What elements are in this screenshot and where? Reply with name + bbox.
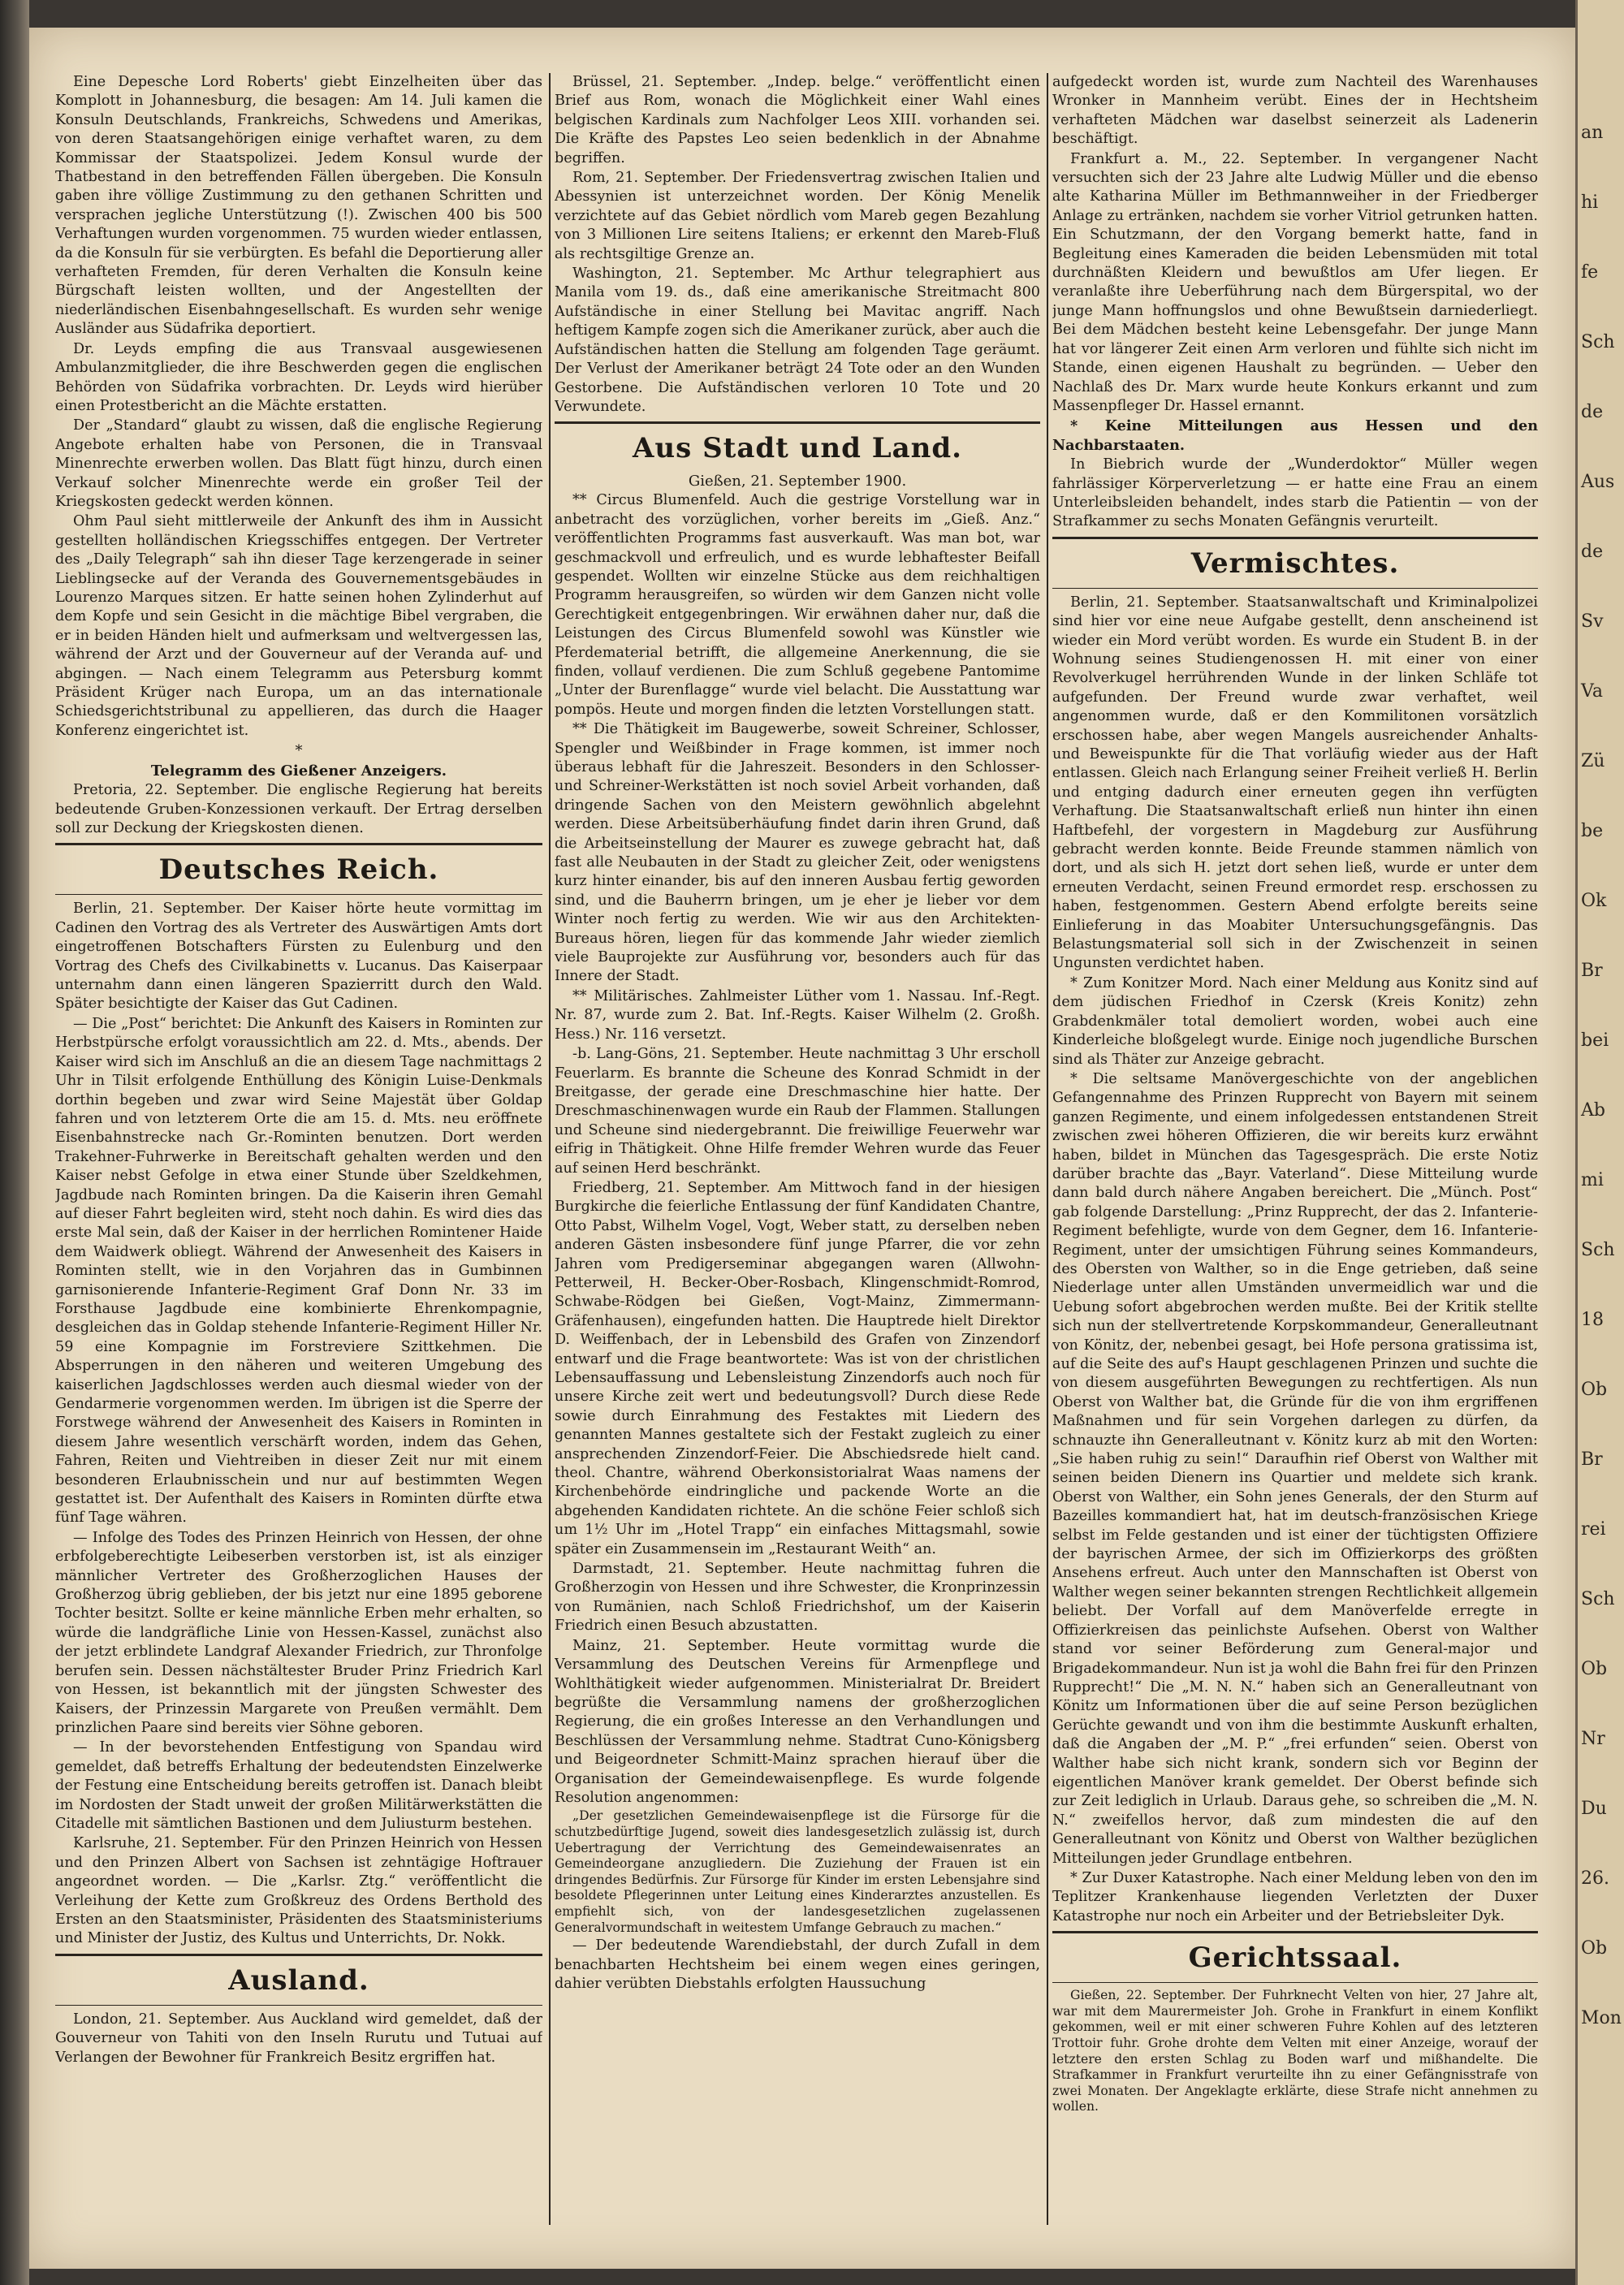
article-warendiebstahl-cont: aufgedeckt worden ist, wurde zum Nachteil des Warenhauses Wronker in Mannheim verübt. Eines der in Hechtsheim verhafteten Mädchen war daselbst seinerzeit als Ladenerin beschäftigt.: [1052, 74, 1538, 148]
section-divider: [55, 894, 542, 895]
adjacent-page-fragment: Sch: [1581, 332, 1615, 352]
section-divider: [55, 1954, 542, 1956]
separator-stars: *: [295, 742, 303, 760]
column-2: [555, 73, 1040, 2233]
section-divider: [555, 421, 1040, 424]
adjacent-page-fragment: fe: [1581, 262, 1599, 283]
article-dux: * Zur Duxer Katastrophe. Nach einer Meldung leben von den im Teplitzer Krankenhause liegenden Verletzten der Duxer Katastrophe nur noch ein Arbeiter und der Betriebsleiter Dyk.: [1052, 1869, 1538, 1924]
section-divider: [1052, 588, 1538, 589]
column-rule-1: [549, 73, 551, 2225]
telegramm-heading: Telegramm des Gießener Anzeigers.: [150, 762, 447, 780]
column-rule-2: [1047, 73, 1048, 2225]
section-divider: [1052, 537, 1538, 539]
adjacent-page-fragment: bei: [1581, 1030, 1609, 1051]
section-divider: [1052, 1982, 1538, 1983]
adjacent-page-fragment: de: [1581, 402, 1604, 422]
article-friedberg: Friedberg, 21. September. Am Mittwoch fand in der hiesigen Burgkirche die feierliche Entlassung der fünf Kandidaten Chantre, Otto Pabst, Wilhelm Vogel, Vogt, Weber statt, zu derselben neben anderen Gästen insbesondere fünf junge Pfarrer, die vor zehn Jahren vom Predigerseminar abgegangen waren (Allwohn-Petterweil, H. Becker-Ober-Rosbach, Klingenschmidt-Romrod, Schwabe-Rödgen bei Gießen, Vogt-Mainz, Zimmermann-Gräfenhausen), eingefunden hatten. Die Hauptrede hielt Direktor D. Weiffenbach, der in Lebensbild des Grafen von Zinzendorf entwarf und die Frage beantwortete: Was ist von der christlichen Lebensauffassung und Lebensleistung Zinzendorfs auch noch für unsere Kirche zeit wert und bedeutungsvoll? Durch diese Rede sowie durch Einrahmung des Festaktes mit Liedern des genannten Mannes gestaltete sich der Festakt zugleich zu einer ansprechenden Zinzendorf-Feier. Die Abschiedsrede hielt cand. theol. Chantre, während Oberkonsistorialrat Waas namens der Kirchenbehörde eindringliche und packende Worte an die abgehenden Kandidaten richtete. An die schöne Feier schloß sich um 1½ Uhr im „Hotel Trapp“ ein einfaches Mittagsmahl, sowie später ein Zusammensein im „Restaurant Weith“ an.: [555, 1179, 1040, 1557]
adjacent-page-fragment: be: [1581, 821, 1604, 841]
article-manoever: * Die seltsame Manövergeschichte von der angeblichen Gefangennahme des Prinzen Rupprecht von Bayern mit seinem ganzen Regimente, und einem infolgedessen entstandenen Streit zwischen zwei höheren Offizieren, die wir bereits kurz erwähnt haben, bildet in München das Tagesgespräch. Die erste Notiz darüber brachte das „Bayr. Vaterland“. Diese Mitteilung wurde dann bald durch nähere Angaben bereichert. Die „Münch. Post“ gab folgende Darstellung: „Prinz Rupprecht, der das 2. Infanterie-Regiment befehligte, wurde von dem Gegner, dem 16. Infanterie-Regiment, unter der umsichtigen Führung seines Kommandeurs, des Obersten von Walther, so in die Enge getrieben, daß seine Niederlage unter allen Umständen unvermeidlich war und die Uebung sofort abgebrochen werden mußte. Bei der Kritik stellte sich nun der stellvertretende Korpskommandeur, Generalleutnant von Könitz, der, nebenbei gesagt, bei Hofe persona gratissima ist, auf die Seite des auf's Haupt geschlagenen Prinzen und suchte die von diesem ausgeführten Bewegungen zu rechtfertigen. Als nun Oberst von Walther bat, die Gründe für die von ihm ergriffenen Maßnahmen und für sein Vorgehen darlegen zu dürfen, da schnauzte ihn Generalleutnant v. Könitz kurz ab mit den Worten: „Sie haben ruhig zu sein!“ Daraufhin rief Oberst von Walther mit seinen beiden Dienern ins Quartier und meldete sich krank. Oberst von Walther, ein Sohn jenes Generals, der den Sturm auf Bazeilles kommandiert hat, hat im deutsch-französischen Kriege selbst im Felde gestanden und ist einer der tüchtigsten Offiziere der bayrischen Armee, der sich im Offizierkorps des größten Ansehens erfreut. Auch unter den Mannschaften ist Oberst von Walther wegen seiner bekannten strengen Rechtlichkeit allgemein beliebt. Der Vorfall auf dem Manöverfelde erregte in Offizierkreisen das peinlichste Aufsehen. Oberst von Walther stand vor seiner Beförderung zum General-major und Brigadekommandeur. Nun ist ja wohl die Bahn frei für den Prinzen Rupprecht!“ Die „M. N. N.“ haben sich an Generalleutnant von Könitz um Informationen über die auf seine Person bezüglichen Gerüchte gewandt und von ihm die bestimmte Auskunft erhalten, daß die Angaben der „M. P.“ „frei erfunden“ seien. Oberst von Walther habe sich nicht krank, sondern sich vor Beginn der eigentlichen Manöver krank gemeldet. Der Oberst befinde sich zur Zeit lediglich in Urlaub. Daraus gehe, so schreiben die „M. N. N.“ zweifellos hervor, daß zum mindesten die auf den Generalleutnant von Könitz und Oberst von Walther bezüglichen Mitteilungen jeder Grundlage entbehren.: [1052, 1070, 1538, 1867]
adjacent-page-fragment: Ob: [1581, 1659, 1608, 1679]
article-warendiebstahl: — Der bedeutende Warendiebstahl, der durch Zufall in dem benachbarten Hechtsheim bei einem wegen eines geringen, dahier verübten Diebstahls erfolgten Haussuchung: [555, 1937, 1040, 1992]
article-bruessel: Brüssel, 21. September. „Indep. belge.“ veröffentlicht einen Brief aus Rom, wonach die Möglichkeit einer Wahl eines belgischen Kardinals zum Nachfolger Leos XIII. vorhanden sei. Die Kräfte des Papstes Leo seien bedenklich in der Abnahme begriffen.: [555, 74, 1040, 166]
section-divider: [55, 843, 542, 845]
article-berlin-kaiser: Berlin, 21. September. Der Kaiser hörte heute vormittag im Cadinen den Vortrag des als Vertreter des Auswärtigen Amts dort eingetroffenen Botschafters Fürsten zu Eulenburg und den Vortrag des Chefs des Civilkabinetts v. Lucanus. Das Kaiserpaar unternahm dann einen längeren Spazierritt durch den Wald. Später besichtigte der Kaiser das Gut Cadinen.: [55, 901, 542, 1013]
dateline: Gießen, 21. September 1900.: [688, 473, 907, 490]
adjacent-page-fragment: Ok: [1581, 891, 1607, 911]
adjacent-page-fragment: Sch: [1581, 1589, 1615, 1609]
article-leyds: Dr. Leyds empfing die aus Transvaal ausgewiesenen Ambulanzmitglieder, die ihre Beschwerden gegen die englischen Behörden von Südafrika vorbrachten. Dr. Leyds wird hierüber einen Protestbericht an die Mächte erstatten.: [55, 340, 542, 414]
adjacent-page-fragment: rei: [1581, 1519, 1606, 1540]
section-divider: [1052, 1931, 1538, 1933]
adjacent-page-fragment: hi: [1581, 192, 1599, 213]
article-mainz: Mainz, 21. September. Heute vormittag wurde die Versammlung des Deutschen Vereins für Armenpflege und Wohlthätigkeit wieder aufgenommen. Ministerialrat Dr. Breidert begrüßte die Versammlung namens der großherzoglichen Regierung, die ein großes Interesse an den Verhandlungen und Beschlüssen der Versammlung nehme. Stadtrat Cuno-Königsberg und Beigeordneter Schmitt-Mainz sprachen hierauf über die Organisation der Gemeindewaisenpflege. Es wurde folgende Resolution angenommen:: [555, 1637, 1040, 1806]
adjacent-page-fragment: an: [1581, 123, 1604, 143]
article-darmstadt: Darmstadt, 21. September. Heute nachmittag fuhren die Großherzogin von Hessen und ihre Schwester, die Kronprinzessin von Rumänien, nach Schloß Friedrichshof, um der Kaiserin Friedrich einen Besuch abzustatten.: [555, 1561, 1040, 1635]
article-washington: Washington, 21. September. Mc Arthur telegraphiert aus Manila vom 19. ds., daß eine amerikanische Streitmacht 800 Aufständische in einer Stellung bei Mavitac angriff. Nach heftigem Kampfe zogen sich die Amerikaner zurück, aber auch die Aufständischen hatten die Stellung am folgenden Tage geräumt. Der Verlust der Amerikaner beträgt 24 Tote oder an den Wunden Gestorbene. Die Aufständischen verloren 10 Tote und 20 Verwundete.: [555, 266, 1040, 415]
section-heading-stadt-und-land: Aus Stadt und Land.: [633, 432, 962, 465]
section-heading-gerichtssaal: Gerichtssaal.: [1188, 1942, 1402, 1975]
adjacent-page-fragment: Ob: [1581, 1938, 1608, 1959]
section-heading-deutsches-reich: Deutsches Reich.: [158, 853, 439, 887]
adjacent-page-fragment: 26.: [1581, 1868, 1609, 1889]
adjacent-page-fragment: Aus: [1581, 472, 1615, 492]
adjacent-page-edge: [1575, 0, 1624, 2285]
article-pretoria: Pretoria, 22. September. Die englische Regierung hat bereits bedeutende Gruben-Konzessionen verkauft. Der Ertrag derselben soll zur Deckung der Kriegskosten dienen.: [55, 782, 542, 837]
article-hessen-note: * Keine Mitteilungen aus Hessen und den Nachbarstaaten.: [1052, 417, 1538, 454]
article-lang-goens: -b. Lang-Göns, 21. September. Heute nachmittag 3 Uhr erscholl Feuerlarm. Es brannte die Scheune des Konrad Schmidt in der Breitgasse, der gerade eine Dreschmaschine hier hatte. Der Dreschmaschinenwagen wurde ein Raub der Flammen. Stallungen und Scheune sind niedergebrannt. Die freiwillige Feuerwehr war eifrig in Thätigkeit. Ohne Hilfe fremder Wehren wurde das Feuer auf seinen Herd beschränkt.: [555, 1046, 1040, 1177]
article-frankfurt: Frankfurt a. M., 22. September. In vergangener Nacht versuchten sich der 23 Jahre alte Ludwig Müller und die ebenso alte Katharina Müller im Bethmannweiher in der Friedberger Anlage zu ertränken, nachdem sie vorher Vitriol getrunken hatten. Ein Schutzmann, der den Vorgang bemerkt hatte, fand in Begleitung eines Kameraden die beiden Lebensmüden mit total durchnäßten Kleidern und bewußtlos am Ufer liegen. Er veranlaßte ihre Ueberführung nach dem Bürgerspital, wo der junge Mann hoffnungslos und ohne Bewußtsein darniederliegt. Bei dem Mädchen besteht keine Lebensgefahr. Der junge Mann hat vor längerer Zeit einen Arm verloren und fühlte sich nicht im Stande, einen eigenen Haushalt zu begründen. — Ueber den Nachlaß des Dr. Marx wurde heute Konkurs erkannt und zum Massenpfleger Dr. Hassel ernannt.: [1052, 150, 1538, 414]
adjacent-page-fragment: Sv: [1581, 611, 1604, 632]
article-baugewerbe: ** Die Thätigkeit im Baugewerbe, soweit Schreiner, Schlosser, Spengler und Weißbinder in Frage kommen, ist immer noch überaus lebhaft für die Jahreszeit. Besonders in den Schlosser- und Schreiner-Werkstätten ist noch soviel Arbeit vorhanden, daß dringende Sachen von den Meistern gewöhnlich abgelehnt werden. Diese Arbeitsüberhäufung findet darin ihren Grund, daß die Arbeitseinstellung der Maurer es zuwege gebracht hat, daß fast alle Neubauten in der Stadt zu gleicher Zeit, oder wenigstens kurz hinter einander, bis auf den inneren Ausbau fertig geworden sind, und die Bauherrn bringen, um je eher je lieber vor dem Winter noch fertig zu werden. Wie wir aus den Architekten-Bureaus hören, liegen für das kommende Jahr wieder ziemlich viele Bauprojekte zur Ausführung vor, besonders auch für das Innere der Stadt.: [555, 721, 1040, 985]
adjacent-page-fragment: Va: [1581, 681, 1603, 702]
article-spandau: — In der bevorstehenden Entfestigung von Spandau wird gemeldet, daß betreffs Erhaltung der bedeutendsten Einzelwerke der Festung eine Entscheidung bereits getroffen ist. Danach bleibt im Nordosten der Stadt unweit der großen Militärwerkstätten die Citadelle mit sämtlichen Bastionen und dem Juliusturm bestehen.: [55, 1739, 542, 1832]
article-ohm-paul: Ohm Paul sieht mittlerweile der Ankunft des ihm in Aussicht gestellten holländischen Kriegsschiffes entgegen. Der Vertreter des „Daily Telegraph“ sah ihn dieser Tage kerzengerade in seiner Lieblingsecke auf der Veranda des Gouvernementsgebäudes in Lourenzo Marques sitzen. Er hatte seinen hohen Zylinderhut auf dem Kopfe und sein Gesicht in die mächtige Bibel vergraben, die er in beiden Händen hielt und aufmerksam und weltvergessen las, während der Arzt und der Gouverneur auf der Veranda auf- und abgingen. — Nach einem Telegramm aus Petersburg kommt Präsident Krüger nach Europa, um an das internationale Schiedsgerichtstribunal zu appellieren, das durch die Haager Konferenz eingerichtet ist.: [55, 513, 542, 739]
article-giessen-gericht: Gießen, 22. September. Der Fuhrknecht Velten von hier, 27 Jahre alt, war mit dem Maurermeister Joh. Grohe in Frankfurt in einem Konflikt gekommen, weil er mit einer schweren Fuhre Kohlen auf des letzteren Trottoir fuhr. Grohe drohte dem Velten mit einer Anzeige, worauf der letztere den ersten Schlag zu Boden warf und mißhandelte. Die Strafkammer in Frankfurt verurteilte ihn zu einer Gefängnisstrafe von zwei Monaten. Der Angeklagte erklärte, diese Strafe nicht annehmen zu wollen.: [1052, 1988, 1538, 2114]
adjacent-page-fragment: Ab: [1581, 1100, 1605, 1121]
article-biebrich: In Biebrich wurde der „Wunderdoktor“ Müller wegen fahrlässiger Körperverletzung — er hatte eine Frau an einem Unterleibsleiden behandelt, indes starb die Patientin — von der Strafkammer zu sechs Monaten Gefängnis verurteilt.: [1052, 456, 1538, 530]
section-heading-vermischtes: Vermischtes.: [1190, 546, 1400, 580]
section-heading-ausland: Ausland.: [228, 1963, 369, 1997]
article-johannesburg: Eine Depesche Lord Roberts' giebt Einzelheiten über das Komplott in Johannesburg, die besagen: Am 14. Juli kamen die Konsuln Deutschlands, Frankreichs, Schwedens und Amerikas, von deren Staatsangehörigen einige verhaftet waren, zu dem Kommissar der Staatspolizei. Jedem Konsul wurde der Thatbestand in den betreffenden Fällen übergeben. Die Konsuln gaben ihre völlige Zustimmung zu den gethanen Schritten und versprachen jegliche Unterstützung (!). Zwischen 400 bis 500 Verhaftungen wurden vorgenommen. 75 wurden wieder entlassen, da die Konsuln für sie verbürgten. Es befahl die Deportierung aller verhafteten Fremden, für deren Verhalten die Konsuln keine Bürgschaft leisten wollten, und der Angestellten der niederländischen Eisenbahngesellschaft. Es wurden sehr wenige Ausländer aus Südafrika deportiert.: [55, 74, 542, 338]
article-standard: Der „Standard“ glaubt zu wissen, daß die englische Regierung Angebote erhalten habe von Personen, die in Transvaal Minenrechte erwerben wollen. Das Blatt fügt hinzu, durch einen Verkauf solcher Minenrechte werde ein großer Teil der Kriegskosten gedeckt werden können.: [55, 417, 542, 510]
book-binding-edge: [0, 0, 29, 2285]
column-3: [1052, 73, 1538, 2233]
article-hessen-prinz: — Infolge des Todes des Prinzen Heinrich von Hessen, der ohne erbfolgeberechtigte Leibeserben verstorben ist, ist als einziger männlicher Vertreter des Großherzoglichen Hauses der Großherzog übrig geblieben, der bis jetzt nur eine 1895 geborene Tochter besitzt. Sollte er keine männliche Erben mehr erhalten, so würde die landgräfliche Linie von Hessen-Kassel, zunächst also der jetzt erblindete Landgraf Alexander Friedrich, zur Thronfolge berufen sein. Dessen nächstältester Bruder Prinz Friedrich Karl von Hessen, ist bekanntlich mit der jüngsten Schwester des Kaisers, der Prinzessin Margarete von Preußen vermählt. Dem prinzlichen Paare sind bereits vier Söhne geboren.: [55, 1529, 542, 1736]
article-rom: Rom, 21. September. Der Friedensvertrag zwischen Italien und Abessynien ist unterzeichnet worden. Der König Menelik verzichtete auf das Gebiet nördlich vom Mareb gegen Bezahlung von 3 Millionen Lire seitens Italiens; er erkennt den Mareb-Fluß als rechtsgiltige Grenze an.: [555, 170, 1040, 262]
adjacent-page-fragment: Mon: [1581, 2008, 1622, 2028]
adjacent-page-fragment: mi: [1581, 1170, 1604, 1190]
section-divider: [55, 2005, 542, 2006]
article-circus: ** Circus Blumenfeld. Auch die gestrige Vorstellung war in anbetracht des vorzüglichen, vorher bereits im „Gieß. Anz.“ veröffentlichten Programms fast ausverkauft. Was man bot, war geschmackvoll und erfreulich, und es wurde lebhaftester Beifall gespendet. Wollten wir einzelne Stücke aus dem reichhaltigen Programm herausgreifen, so würden wir dem Ganzen nicht volle Gerechtigkeit entgegenbringen. Wir erwähnen daher nur, daß die Leistungen des Circus Blumenfeld sowohl was Künstler wie Pferdematerial betrifft, die allgemeine Anerkennung, die sie finden, vollauf verdienen. Die zum Schluß gegebene Pantomime „Unter der Burenflagge“ wurde viel belacht. Die Ausstattung war pompös. Heute und morgen finden die letzten Vorstellungen statt.: [555, 492, 1040, 718]
adjacent-page-fragment: Nr: [1581, 1729, 1605, 1749]
adjacent-page-fragments: [1578, 0, 1624, 2030]
article-berlin-mord: Berlin, 21. September. Staatsanwaltschaft und Kriminalpolizei sind hier vor eine neue Aufgabe gestellt, denn anscheinend ist wieder ein Mord verübt worden. Es wurde ein Student B. in der Wohnung seines Studiengenossen H. mit einer von einer Revolverkugel herrührenden Wunde in der linken Schläfe tot aufgefunden. Der Freund wurde zwar verhaftet, weil angenommen wurde, daß er den Kommilitonen vorsätzlich erschossen habe, aber wegen Mangels ausreichender Anhalts- und Beweispunkte für die That vorläufig wieder aus der Haft entlassen. Gleich nach Erlangung seiner Freiheit verließ H. Berlin und entging dadurch einer erneuten gegen ihn verfügten Verhaftung. Die Staatsanwaltschaft erließ nun hinter ihn einen Haftbefehl, der vorgestern in Magdeburg zur Ausführung gebracht werden konnte. Beide Freunde stammen nämlich von dort, und als sich H. jetzt dort sehen ließ, wurde er unter dem erneuten Verdacht, seinen Freund ermordet resp. erschossen zu haben, festgenommen. Gestern Abend erfolgte bereits seine Einlieferung in das Moabiter Untersuchungsgefängnis. Das Belastungsmaterial soll sich in der Zwischenzeit in seinen Ungunsten verdichtet haben.: [1052, 594, 1538, 972]
adjacent-page-fragment: Ob: [1581, 1380, 1608, 1400]
adjacent-page-fragment: Br: [1581, 1449, 1603, 1470]
adjacent-page-fragment: Du: [1581, 1799, 1607, 1819]
article-london: London, 21. September. Aus Auckland wird gemeldet, daß der Gouverneur von Tahiti von den Inseln Rurutu und Tutuai auf Verlangen der Bewohner für Frankreich Besitz ergriffen hat.: [55, 2011, 542, 2066]
article-konitz: * Zum Konitzer Mord. Nach einer Meldung aus Konitz sind auf dem jüdischen Friedhof in Czersk (Kreis Konitz) zehn Grabdenkmäler total demoliert worden, wobei auch eine Kinderleiche bloßgelegt wurde. Einige noch jugendliche Burschen sind als Thäter zur Anzeige gebracht.: [1052, 974, 1538, 1068]
article-karlsruhe: Karlsruhe, 21. September. Für den Prinzen Heinrich von Hessen und den Prinzen Albert von Sachsen ist zehntägige Hoftrauer angeordnet worden. — Die „Karlsr. Ztg.“ veröffentlicht die Verleihung der Kette zum Großkreuz des Ordens Berthold des Ersten an den Staatsminister, Präsidenten des Staatsministeriums und Minister der Justiz, des Kultus und Unterrichts, Dr. Nokk.: [55, 1835, 542, 1947]
adjacent-page-fragment: 18: [1581, 1310, 1604, 1330]
resolution-text: „Der gesetzlichen Gemeindewaisenpflege ist die Fürsorge für die schutzbedürftige Jugend, soweit dies landesgesetzlich zulässig ist, durch Uebertragung der Verrichtung des Gemeindewaisenrates an Gemeindeorgane anzugliedern. Die Zuziehung der Frauen ist ein dringendes Bedürfnis. Zur Fürsorge für Kinder im ersten Lebensjahre sind besoldete Pflegerinnen unter Leitung eines Kinderarztes anzustellen. Es empfiehlt sich, von der landesgesetzlichen zugelassenen Generalvormundschaft in weitestem Umfange Gebrauch zu machen.“: [555, 1808, 1040, 1935]
adjacent-page-fragment: Zü: [1581, 751, 1605, 771]
adjacent-page-fragment: Sch: [1581, 1240, 1615, 1260]
adjacent-page-fragment: de: [1581, 542, 1604, 562]
column-1: [55, 73, 542, 2233]
adjacent-page-fragment: Br: [1581, 961, 1603, 981]
article-militaerisches: ** Militärisches. Zahlmeister Lüther vom 1. Nassau. Inf.-Regt. Nr. 87, wurde zum 2. Bat. Inf.-Regts. Kaiser Wilhelm (2. Großh. Hess.) Nr. 116 versetzt.: [555, 987, 1040, 1043]
article-rominten: — Die „Post“ berichtet: Die Ankunft des Kaisers in Rominten zur Herbstpürsche erfolgt voraussichtlich am 22. d. Mts., abends. Der Kaiser wird sich im Anschluß an die an diesem Tage nachmittags 2 Uhr in Tilsit erfolgende Enthüllung des Königin Luise-Denkmals dorthin begeben und zwar wird Seine Majestät über Goldap fahren und von letzterem Orte die am 15. d. Mts. neu eröffnete Eisenbahnstrecke nach Gr.-Rominten benutzen. Dort werden Trakehner-Fuhrwerke in Bereitschaft gehalten werden und den Kaiser nebst Gefolge in etwa einer Stunde über Szeldkehmen, Jagdbude nach Rominten bringen. Da die Kaiserin ihren Gemahl auf dieser Fahrt begleiten wird, steht noch dahin. Es wird dies das erste Mal sein, daß der Kaiser in der herrlichen Romintener Haide dem Waidwerk obliegt. Während der Anwesenheit des Kaisers in Rominten stellt, wie in den Vorjahren das in Gumbinnen garnisonierende Infanterie-Regiment Graf Donn Nr. 33 im Forsthause Jagdbude eine kombinierte Ehrenkompagnie, desgleichen das in Goldap stehende Infanterie-Regiment Hiller Nr. 59 eine Kompagnie im Forstreviere Szittkehmen. Die Absperrungen in den näheren und weiteren Umgebung des kaiserlichen Jagdschlosses werden auch diesmal wieder von der Gendarmerie vorgenommen werden. Im übrigen ist die Sperre der Forstwege während der Anwesenheit des Kaisers in Rominten in diesem Jahre wesentlich verschärft worden, indem das Gehen, Fahren, Reiten und Viehtreiben in dieser Zeit nur mit einem besonderen Erlaubnisschein und nur auf bestimmten Wegen gestattet ist. Der Aufenthalt des Kaisers in Rominten dürfte etwa fünf Tage währen.: [55, 1015, 542, 1527]
